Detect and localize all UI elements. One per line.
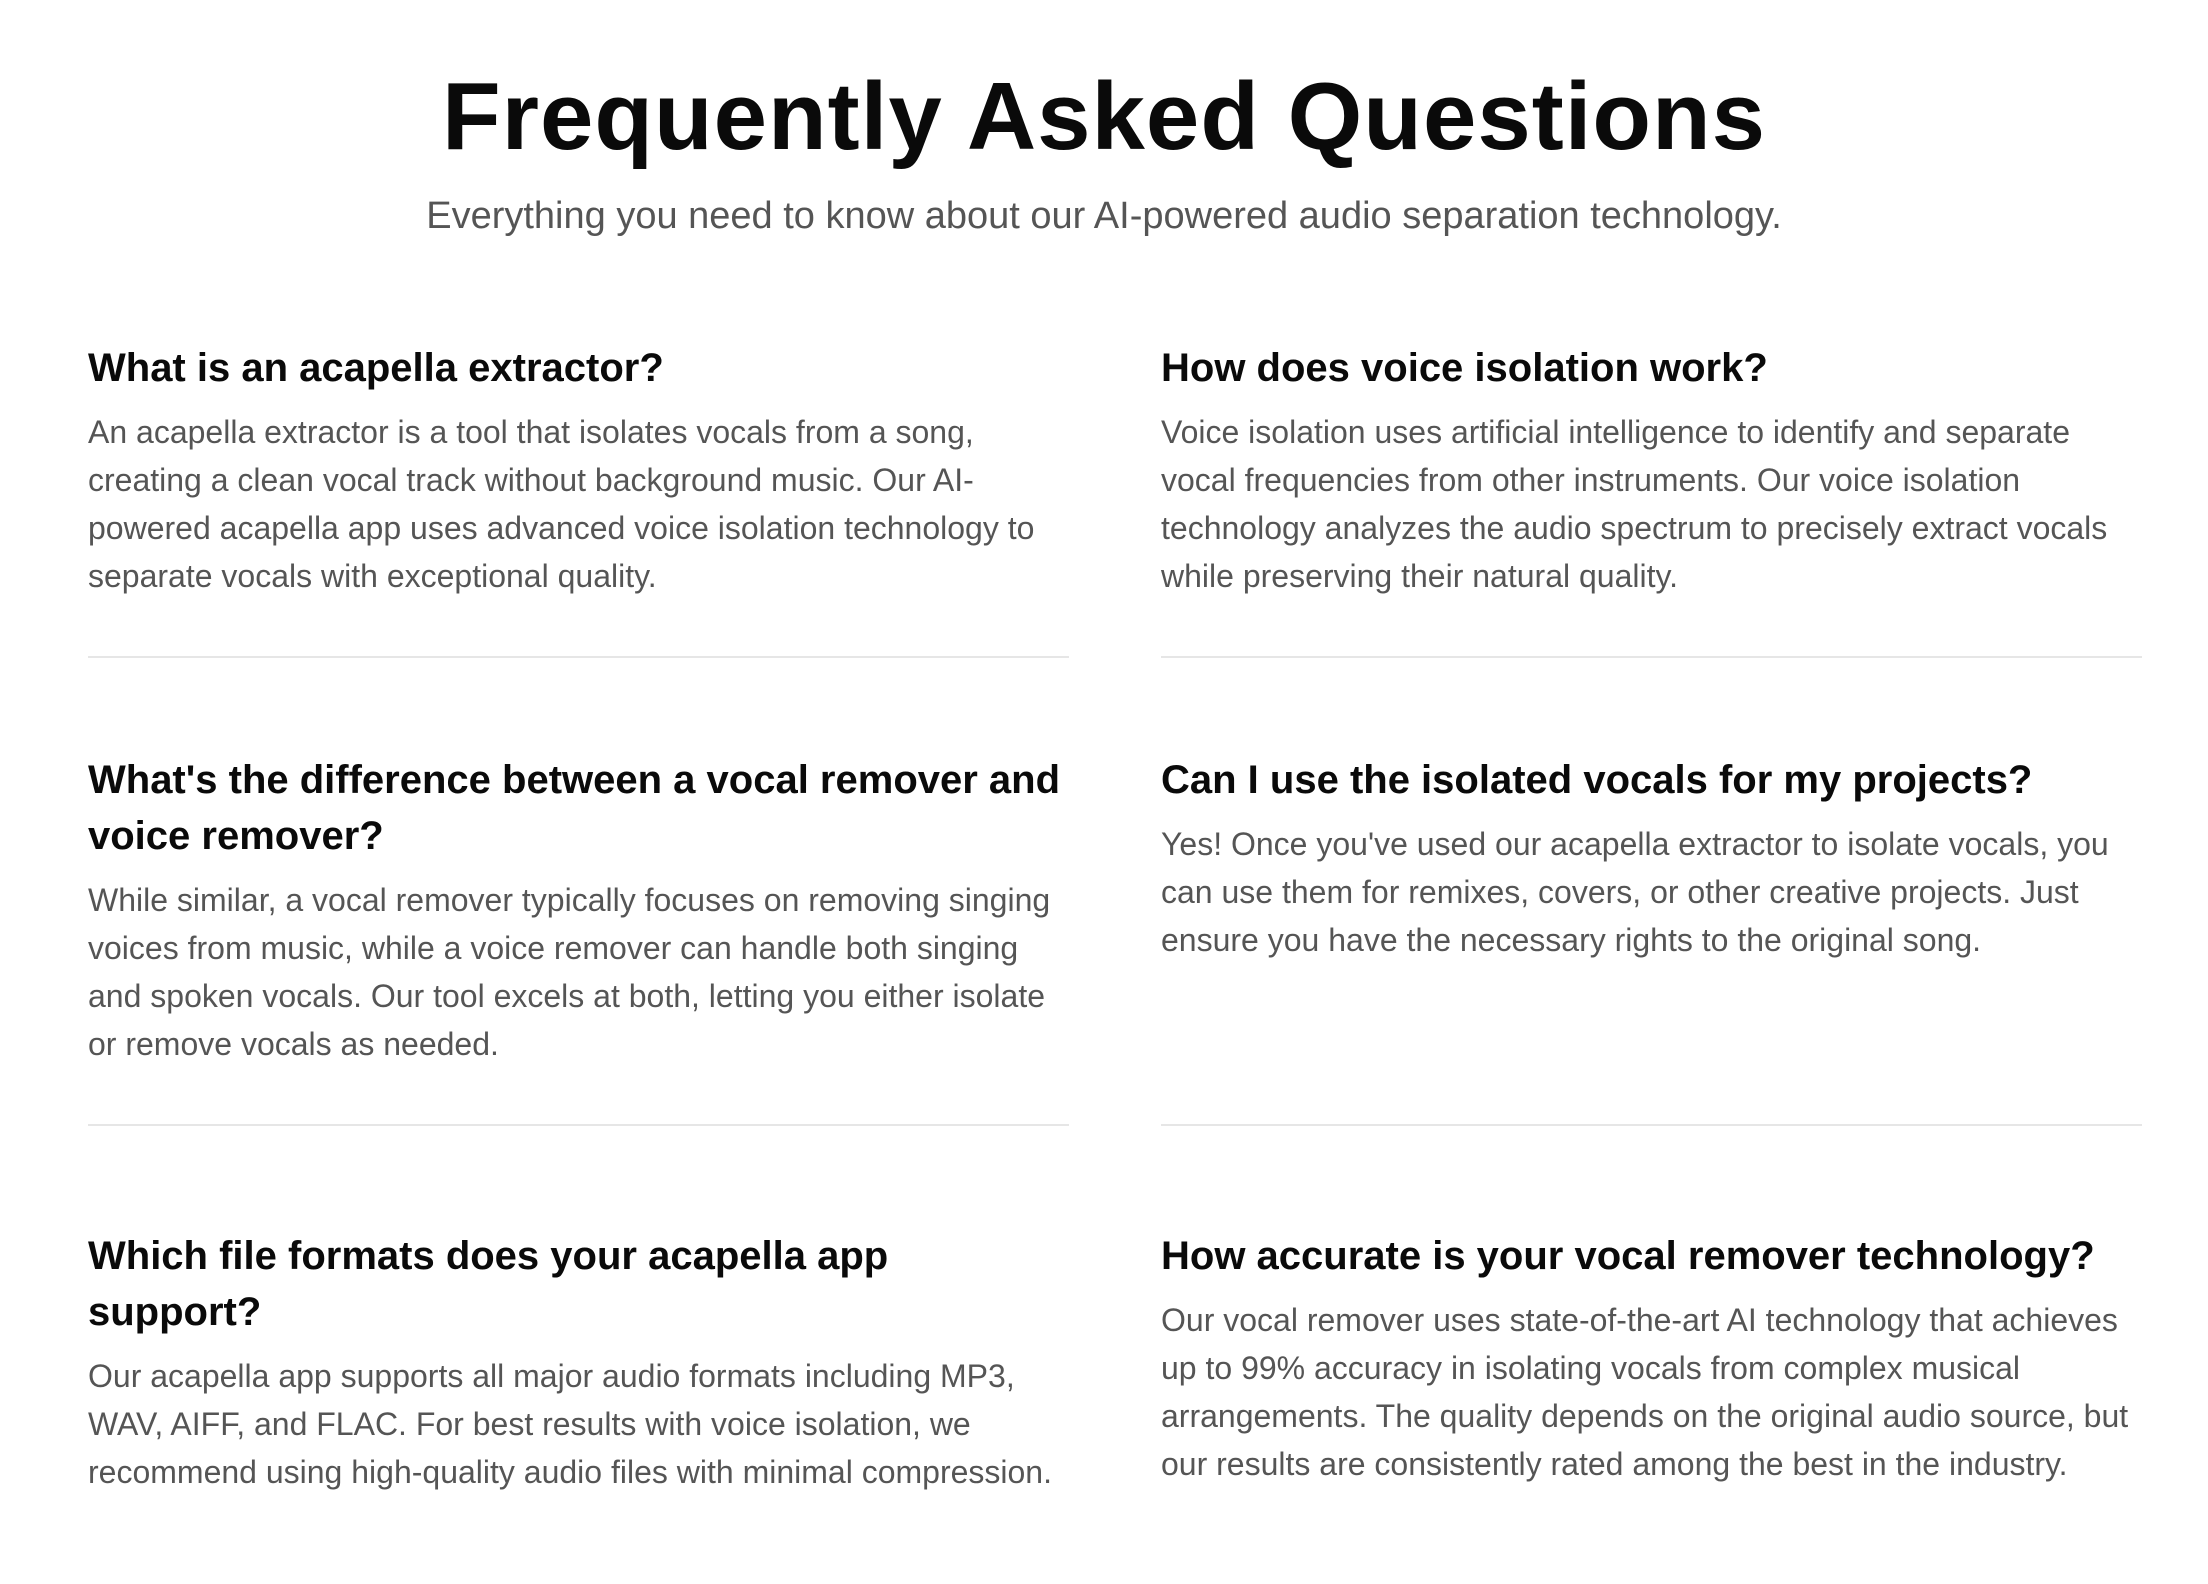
- faq-item-file-formats: [88, 1126, 1069, 1526]
- faq-question: Can I use the isolated vocals for my projects?: [1161, 758, 2033, 802]
- page-subtitle: Everything you need to know about our AI-powered audio separation technology.: [426, 195, 1782, 237]
- faq-grid: [88, 340, 2142, 1526]
- faq-answer: Voice isolation uses artificial intelligence to identify and separate vocal frequencies from other instruments. Our voice isolation technology analyzes the audio spectrum to precisely extract vocals while preserving their natural quality.: [1161, 414, 2108, 594]
- faq-item-vocal-vs-voice-remover: [88, 658, 1069, 1126]
- faq-item-voice-isolation: [1161, 340, 2142, 658]
- page-title: Frequently Asked Questions: [441, 63, 1767, 170]
- faq-question: What's the difference between a vocal remover and voice remover?: [88, 758, 1061, 858]
- faq-item-usage-rights: [1161, 658, 2142, 1126]
- faq-item-accuracy: [1161, 1126, 2142, 1526]
- faq-question: How accurate is your vocal remover technology?: [1161, 1234, 2095, 1278]
- faq-answer: Yes! Once you've used our acapella extractor to isolate vocals, you can use them for remixes, covers, or other creative projects. Just ensure you have the necessary rights to the original song.: [1161, 826, 2109, 958]
- faq-answer: An acapella extractor is a tool that isolates vocals from a song, creating a clean vocal track without background music. Our AI-powered acapella app uses advanced voice isolation technology to separate vocals with exceptional quality.: [88, 414, 1035, 594]
- faq-question: What is an acapella extractor?: [88, 346, 664, 390]
- faq-question: Which file formats does your acapella app support?: [88, 1234, 889, 1334]
- faq-answer: While similar, a vocal remover typically focuses on removing singing voices from music, while a voice remover can handle both singing and spoken vocals. Our tool excels at both, letting you either isolate or remove vocals as needed.: [88, 882, 1051, 1062]
- faq-answer: Our vocal remover uses state-of-the-art AI technology that achieves up to 99% accuracy in isolating vocals from complex musical arrangements. The quality depends on the original audio source, but our results are consistently rated among the best in the industry.: [1161, 1302, 2129, 1482]
- faq-item-acapella-extractor: [88, 340, 1069, 658]
- faq-question: How does voice isolation work?: [1161, 346, 1768, 390]
- faq-answer: Our acapella app supports all major audio formats including MP3, WAV, AIFF, and FLAC. For best results with voice isolation, we recommend using high-quality audio files with minimal compression.: [88, 1358, 1052, 1490]
